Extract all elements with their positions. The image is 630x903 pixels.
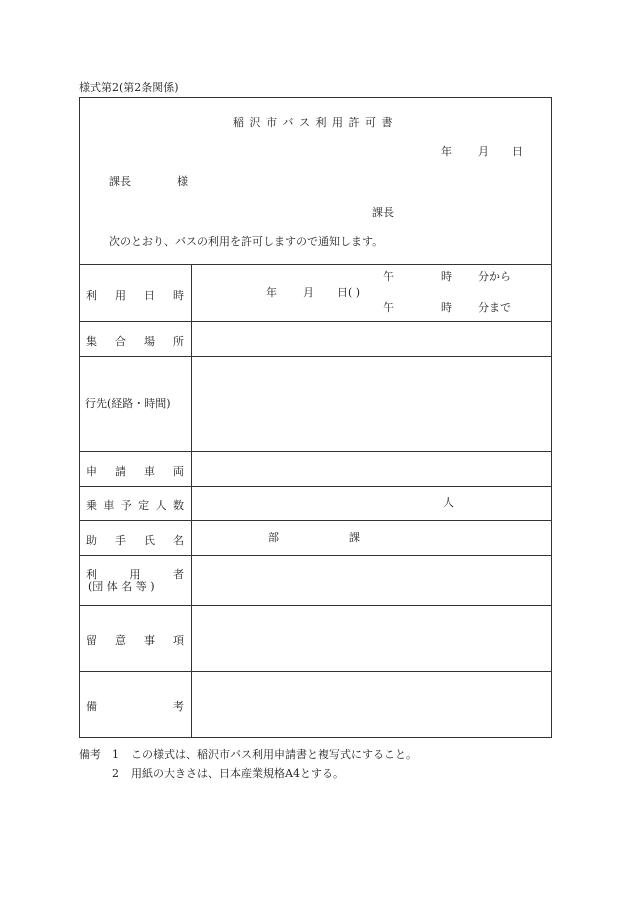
footer-item-number: 2 [112,767,119,780]
label-char: 車 [103,499,115,512]
footer-item-text: 用紙の大きさは、日本産業規格A4とする。 [131,767,344,780]
start-minute: 分から [478,270,511,283]
end-minute: 分まで [478,301,511,314]
label-char: 事 [144,634,155,647]
label-char: 助 [86,534,97,547]
passengers-unit: 人 [443,496,454,509]
label-char: 利 [86,568,97,581]
label-char: 手 [115,534,126,547]
label-usage-datetime [86,287,184,303]
row-divider [79,356,552,357]
start-hour: 時 [441,270,452,283]
row-divider [79,451,552,452]
row-divider [79,486,552,487]
label-char: 留 [86,634,97,647]
label-user-group: (団 体 名 等 ) [88,580,155,593]
row-divider [79,555,552,556]
label-char: 両 [173,465,184,478]
label-char: 考 [173,700,184,713]
usage-date-month: 月 [303,286,314,299]
addressee-honorific: 様 [177,175,188,188]
label-char: 乗 [86,499,97,512]
label-char: 備 [86,700,97,713]
label-assistant [86,532,184,548]
label-char: 所 [173,335,184,348]
column-divider [191,264,192,738]
footer-item-number: 1 [112,748,119,761]
label-char: 項 [173,634,184,647]
label-char: 数 [172,499,184,512]
label-char: 名 [173,534,184,547]
label-char: 意 [115,634,126,647]
document-title: 稲 沢 市 バ ス 利 用 許 可 書 [233,116,394,129]
label-char: 利 [86,289,97,302]
label-char: 氏 [144,534,155,547]
end-hour: 時 [441,301,452,314]
label-char: 人 [155,499,167,512]
assistant-section: 課 [349,531,360,544]
label-char: 場 [144,335,155,348]
usage-date-day: 日( ) [337,286,361,299]
label-char: 集 [86,335,97,348]
label-char: 日 [144,289,155,302]
label-char: 合 [115,335,126,348]
row-divider [79,264,552,265]
label-requested-vehicle [86,463,184,479]
assistant-dept: 部 [268,531,279,544]
label-char: 請 [115,465,126,478]
row-divider [79,520,552,521]
label-destination: 行先(経路・時間) [85,397,171,410]
label-char: 車 [144,465,155,478]
notice-text: 次のとおり、バスの利用を許可しますので通知します。 [109,235,384,248]
footer-item-text: この様式は、稲沢市バス利用申請書と複写式にすること。 [131,748,417,761]
label-char: 者 [173,568,184,581]
row-divider [79,321,552,322]
issuer-title: 課長 [372,206,394,219]
label-notes [86,632,184,648]
label-char: 用 [115,289,126,302]
label-char: 用 [129,568,141,581]
form-code: 様式第2(第2条関係) [79,81,179,94]
footer-heading: 備考 [79,748,101,761]
start-am-pm: 午 [383,270,394,283]
row-divider [79,605,552,606]
label-remarks [86,698,184,714]
date-year-label: 年 [441,145,452,158]
label-char: 時 [173,289,184,302]
end-am-pm: 午 [383,301,394,314]
label-char: 申 [86,465,97,478]
label-passengers [86,497,184,513]
date-day-label: 日 [512,145,523,158]
label-char: 定 [138,499,150,512]
label-char: 予 [120,499,132,512]
label-meeting-place [86,333,184,349]
row-divider [79,671,552,672]
addressee-title: 課長 [109,175,131,188]
usage-date-year: 年 [266,286,277,299]
date-month-label: 月 [478,145,489,158]
